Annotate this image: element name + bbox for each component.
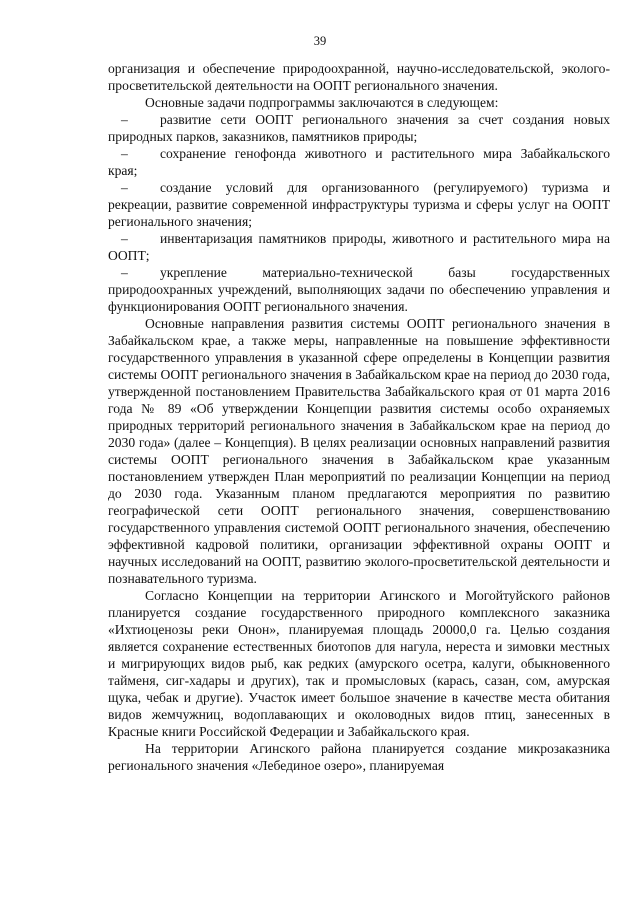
body-text bbox=[108, 60, 610, 774]
list-item-text: создание условий для организованного (регулируемого) туризма и рекреации, развитие современной инфраструктуры туризма и сферы услуг на ООПТ регионального значения; bbox=[108, 180, 610, 229]
paragraph-concept: Основные направления развития системы ООПТ регионального значения в Забайкальском крае, а также меры, направленные на повышение эффективности государственного управления в указанной сфере определены в Концепции развития системы ООПТ регионального значения в Забайкальском крае на период до 2030 года, утвержденной постановлением Правительства Забайкальского края от 01 марта 2016 года № 89 «Об утверждении Концепции развития системы особо охраняемых природных территорий регионального значения в Забайкальском крае на период до 2030 года» (далее – Концепция). В целях реализации основных направлений развития системы ООПТ регионального значения в Забайкальском крае указанным постановлением утвержден План мероприятий по реализации Концепции на период до 2030 года. Указанным планом предлагаются мероприятия по развитию географической сети ООПТ регионального значения, совершенствованию государственного управления системой ООПТ регионального значения, обеспечению эффективной кадровой политики, организации эффективной охраны ООПТ и научных исследований на ООПТ, развитию эколого-просветительской деятельности и познавательного туризма. bbox=[108, 316, 610, 586]
list-item bbox=[108, 179, 610, 230]
list-dash: – bbox=[121, 265, 128, 280]
list-item-text: укрепление материально-технической базы государственных природоохранных учреждений, выполняющих задачи по обеспечению управления и функционирования ООПТ регионального значения. bbox=[108, 265, 610, 314]
list-item-text: развитие сети ООПТ регионального значения за счет создания новых природных парков, заказников, памятников природы; bbox=[108, 112, 610, 144]
paragraph-onon-reserve: Согласно Концепции на территории Агинского и Могойтуйского районов планируется создание государственного природного комплексного заказника «Ихтиоценозы реки Онон», планируемая площадь 20000,0 га. Целью создания является сохранение естественных биотопов для нагула, нереста и зимовки местных и мигрирующих видов рыб, как редких (амурского осетра, калуги, обыкновенного тайменя, сиг-хадары и других), так и промысловых (карась, сазан, сом, амурская щука, чебак и другие). Участок имеет большое значение в качестве места обитания видов жемчужниц, водоплавающих и околоводных видов птиц, занесенных в Красные книги Российской Федерации и Забайкальского края. bbox=[108, 588, 610, 739]
list-item bbox=[108, 145, 610, 179]
list-dash: – bbox=[121, 231, 128, 246]
list-dash: – bbox=[121, 180, 128, 195]
paragraph-continued: организация и обеспечение природоохранной, научно-исследовательской, эколого-просветительской деятельности на ООПТ регионального значения. bbox=[108, 61, 610, 93]
list-item bbox=[108, 230, 610, 264]
paragraph-tasks-intro: Основные задачи подпрограммы заключаются в следующем: bbox=[145, 95, 499, 110]
paragraph-swan-lake: На территории Агинского района планируется создание микрозаказника регионального значения «Лебединое озеро», планируемая bbox=[108, 741, 610, 773]
list-dash: – bbox=[121, 112, 128, 127]
list-item bbox=[108, 264, 610, 315]
list-dash: – bbox=[121, 146, 128, 161]
list-item-text: сохранение генофонда животного и растительного мира Забайкальского края; bbox=[108, 146, 610, 178]
page-number: 39 bbox=[313, 34, 327, 48]
list-item bbox=[108, 111, 610, 145]
list-item-text: инвентаризация памятников природы, животного и растительного мира на ООПТ; bbox=[108, 231, 610, 263]
